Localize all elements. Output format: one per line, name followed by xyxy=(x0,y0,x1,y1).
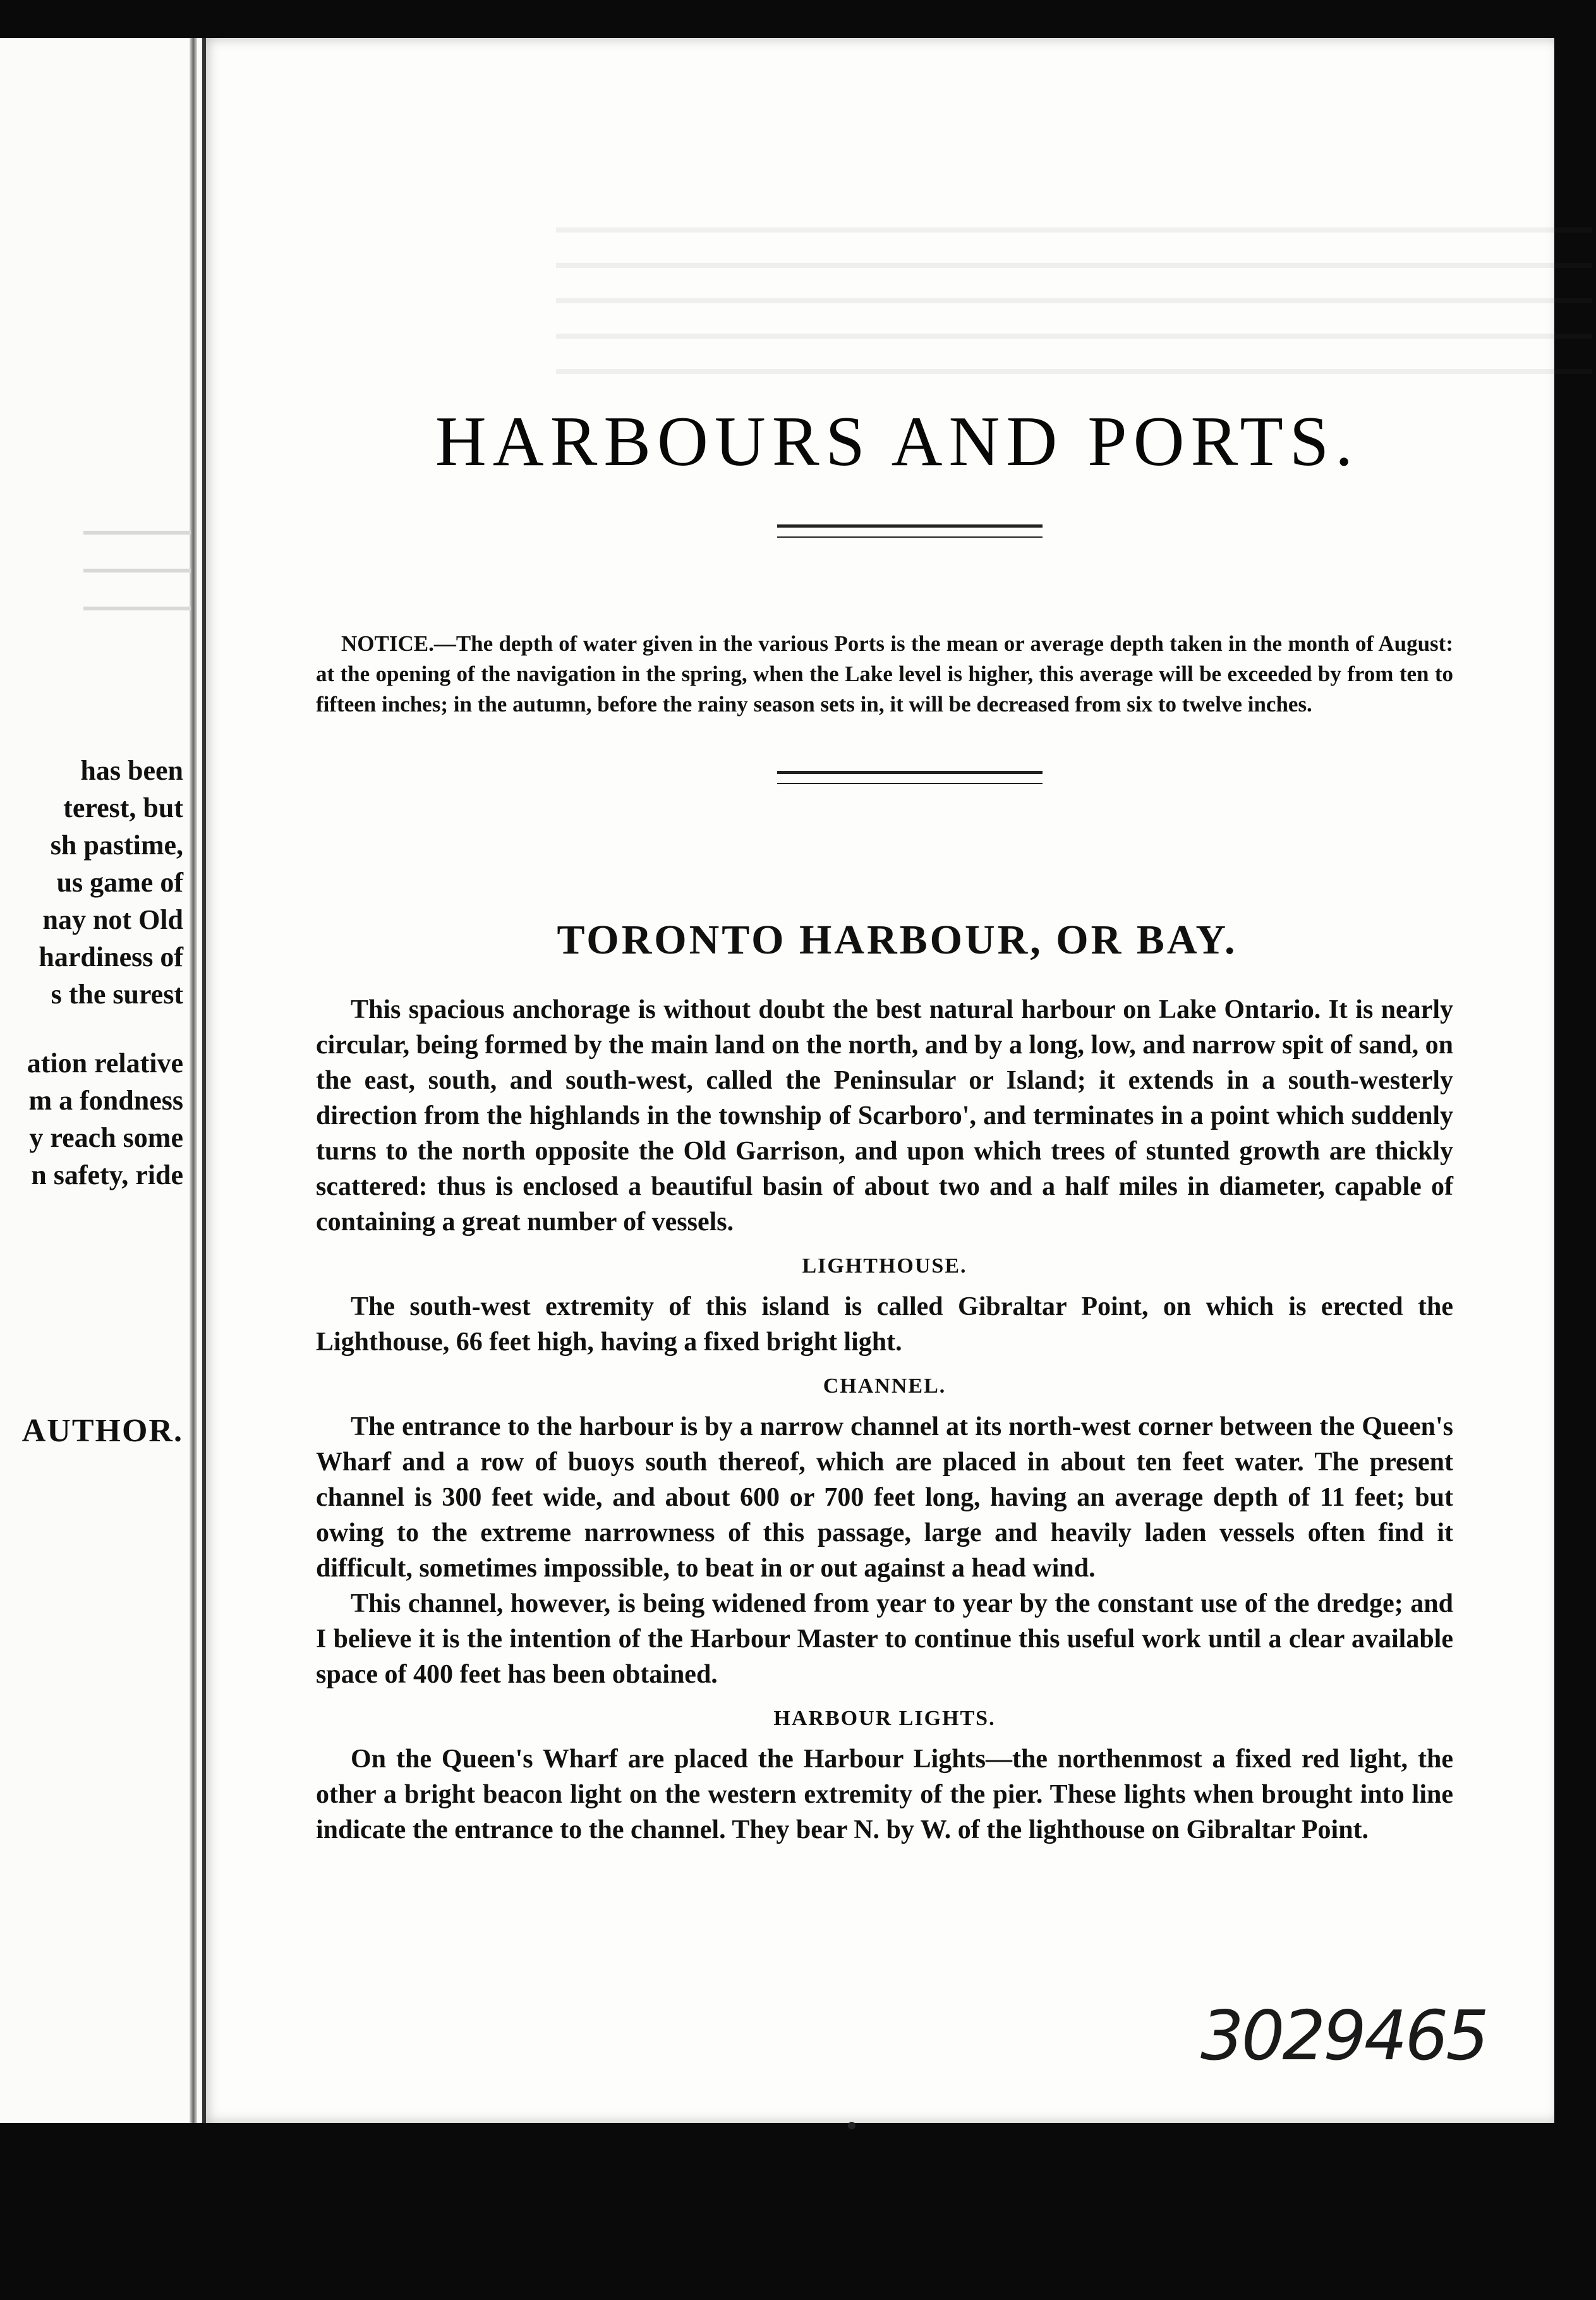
faint-line xyxy=(83,607,191,610)
left-page-author: AUTHOR. xyxy=(21,1413,183,1449)
double-rule xyxy=(777,524,1043,538)
left-text-line: us game of xyxy=(56,867,183,898)
channel-paragraph: The entrance to the harbour is by a narrow channel at its north-west corner between the Queen's Wharf and a row of buoys south thereof, which are placed in about ten feet water. The present channel is 300 feet wide, and about 600 or 700 feet long, having an average depth of 11 feet; but owing to the extreme narrowness of this passage, large and heavily laden vessels often find it difficult, sometimes impossible, to beat in or out against a head wind. xyxy=(316,1412,1453,1583)
page-dot xyxy=(848,2122,855,2129)
left-text-line: ation relative xyxy=(27,1048,183,1079)
lighthouse-heading: LIGHTHOUSE. xyxy=(802,1254,967,1278)
intro-paragraph: This spacious anchorage is without doubt the best natural harbour on Lake Ontario. It is nearly circular, being formed by the main land on the north, and by a long, low, and narrow spit of sand, on the east, south, and south-west, called the Peninsular or Island; it extends in a south-westerly direction from the highlands in the township of Scarboro', and terminates in a point which suddenly turns to the north opposite the Old Garrison, and upon which trees of stunted growth are thickly scattered: thus is enclosed a beautiful basin of about two and a half miles in diameter, capable of containing a great number of vessels. xyxy=(316,995,1453,1237)
section-body xyxy=(316,992,1453,1848)
left-text-line: y reach some xyxy=(29,1122,183,1153)
left-text-line: s the surest xyxy=(51,979,183,1010)
lighthouse-paragraph: The south-west extremity of this island is called Gibraltar Point, on which is erected the Lighthouse, 66 feet high, having a fixed bright light. xyxy=(316,1292,1453,1357)
harbour-lights-paragraph: On the Queen's Wharf are placed the Harbour Lights—the northenmost a fixed red light, the other a bright beacon light on the western extremity of the pier. These lights when brought into line indicate the entrance to the channel. They bear N. by W. of the lighthouse on Gibraltar Point. xyxy=(316,1745,1453,1844)
main-page xyxy=(202,38,1554,2123)
left-text-line: nay not Old xyxy=(42,904,183,935)
channel-heading: CHANNEL. xyxy=(823,1374,946,1398)
page-edge xyxy=(202,38,206,2123)
faint-line xyxy=(83,531,191,535)
book-spine xyxy=(190,38,197,2123)
handwritten-catalog-number: 3029465 xyxy=(1200,1997,1487,2076)
page-title: HARBOURS AND PORTS. xyxy=(435,402,1360,481)
channel-paragraph: This channel, however, is being widened from year to year by the constant use of the dredge; and I believe it is the intention of the Harbour Master to continue this useful work until a clear available space of 400 feet has been obtained. xyxy=(316,1589,1453,1689)
left-text-line: has been xyxy=(80,755,183,786)
left-text-line: terest, but xyxy=(63,792,183,823)
left-text-line: n safety, ride xyxy=(31,1159,183,1190)
section-title: TORONTO HARBOUR, OR BAY. xyxy=(557,916,1238,963)
left-page-text xyxy=(0,752,183,1194)
double-rule xyxy=(777,771,1043,784)
harbour-lights-heading: HARBOUR LIGHTS. xyxy=(773,1707,996,1730)
left-text-gap xyxy=(0,1013,183,1044)
notice-paragraph: NOTICE.—The depth of water given in the various Ports is the mean or average depth taken in the month of August: at the opening of the navigation in the spring, when the Lake level is higher, this average will be exceeded by from ten to fifteen inches; in the autumn, before the rainy season sets in, it will be decreased from six to twelve inches. xyxy=(316,631,1453,717)
left-text-line: m a fondness xyxy=(28,1085,183,1116)
left-text-line: sh pastime, xyxy=(50,830,183,861)
left-text-line: hardiness of xyxy=(39,941,183,972)
show-through-text xyxy=(556,227,1592,404)
faint-line xyxy=(83,569,191,572)
